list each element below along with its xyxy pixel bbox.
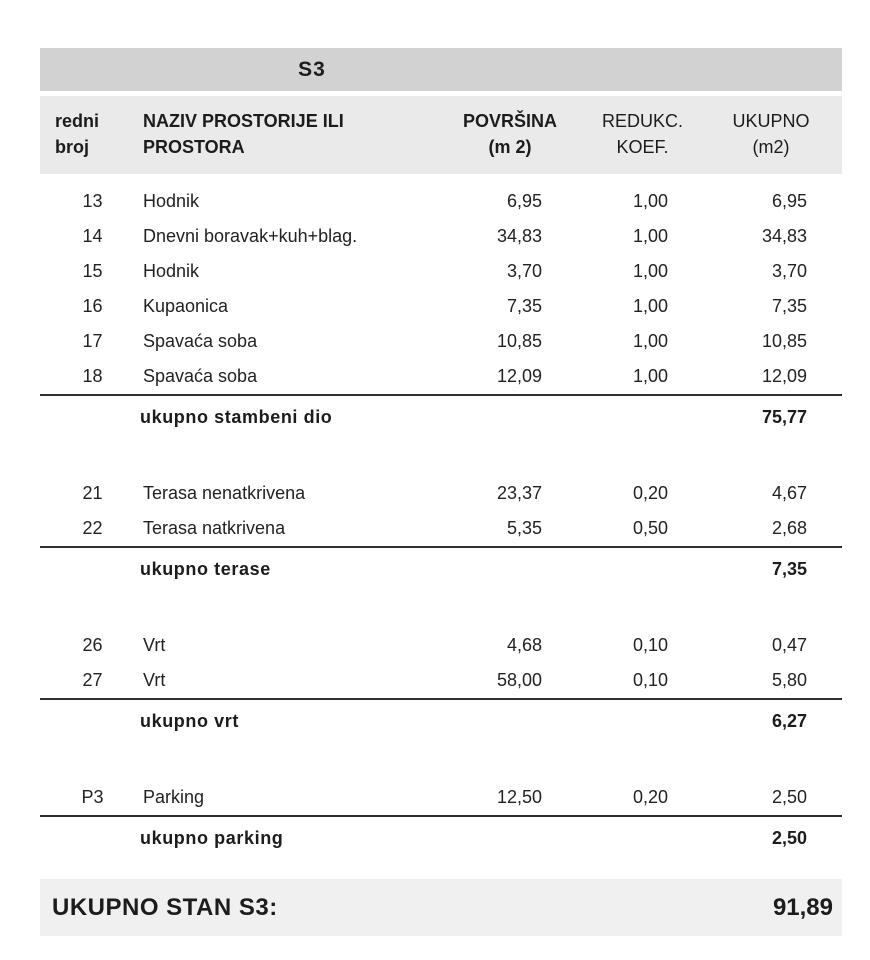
column-header-line: NAZIV PROSTORIJE ILI xyxy=(143,111,344,131)
room-name: Spavaća soba xyxy=(143,331,258,351)
table-row xyxy=(40,324,842,359)
total-value: 0,47 xyxy=(771,635,807,655)
column-header-line: redni xyxy=(55,111,100,131)
area-value: 5,35 xyxy=(506,518,542,538)
room-name: Terasa nenatkrivena xyxy=(143,483,306,503)
total-value: 3,70 xyxy=(771,261,807,281)
total-value: 10,85 xyxy=(761,331,807,351)
column-header-naziv xyxy=(135,108,435,160)
table-body xyxy=(40,184,842,859)
table-row xyxy=(40,289,842,324)
column-header-povrsina xyxy=(435,108,585,160)
column-header-line: broj xyxy=(55,137,89,157)
table-row xyxy=(40,359,842,394)
area-value: 3,70 xyxy=(506,261,542,281)
total-value: 12,09 xyxy=(761,366,807,386)
total-value: 2,50 xyxy=(771,787,807,807)
table-row xyxy=(40,780,842,815)
section-total-row xyxy=(40,815,842,859)
section-stambeni-dio xyxy=(40,184,842,438)
column-header-line: UKUPNO xyxy=(732,111,810,131)
room-name: Kupaonica xyxy=(143,296,229,316)
column-header-line: PROSTORA xyxy=(143,137,245,157)
room-name: Hodnik xyxy=(143,191,200,211)
area-value: 4,68 xyxy=(506,635,542,655)
section-total-value: 7,35 xyxy=(771,558,807,579)
row-id: 14 xyxy=(82,226,103,246)
column-header-redni-broj xyxy=(40,108,135,160)
table-row xyxy=(40,476,842,511)
coef-value: 0,20 xyxy=(632,787,668,807)
table-row xyxy=(40,511,842,546)
section-total-label: ukupno terase xyxy=(140,558,271,579)
total-value: 6,95 xyxy=(771,191,807,211)
section-total-value: 6,27 xyxy=(771,710,807,731)
sheet-title: S3 xyxy=(298,57,326,81)
table-row xyxy=(40,219,842,254)
section-total-label: ukupno vrt xyxy=(140,710,239,731)
section-parking xyxy=(40,780,842,859)
coef-value: 0,50 xyxy=(632,518,668,538)
section-terase xyxy=(40,476,842,590)
row-id: 15 xyxy=(82,261,103,281)
room-name: Spavaća soba xyxy=(143,366,258,386)
room-name: Hodnik xyxy=(143,261,200,281)
section-total-label: ukupno parking xyxy=(140,827,284,848)
coef-value: 1,00 xyxy=(632,366,668,386)
area-value: 12,50 xyxy=(496,787,542,807)
section-total-value: 2,50 xyxy=(771,827,807,848)
grand-total-value: 91,89 xyxy=(772,893,833,921)
column-header-ukupno xyxy=(700,108,842,160)
table-content xyxy=(40,48,842,936)
coef-value: 1,00 xyxy=(632,261,668,281)
coef-value: 1,00 xyxy=(632,296,668,316)
row-id: 22 xyxy=(82,518,103,538)
total-value: 4,67 xyxy=(771,483,807,503)
column-header-line: (m 2) xyxy=(488,137,532,157)
column-header-band xyxy=(40,96,842,174)
column-header-line: POVRŠINA xyxy=(462,111,558,131)
area-value: 58,00 xyxy=(496,670,542,690)
coef-value: 0,10 xyxy=(632,635,668,655)
total-value: 7,35 xyxy=(771,296,807,316)
room-name: Vrt xyxy=(143,670,166,690)
area-value: 10,85 xyxy=(496,331,542,351)
coef-value: 1,00 xyxy=(632,331,668,351)
section-total-row xyxy=(40,394,842,438)
table-row xyxy=(40,628,842,663)
area-value: 12,09 xyxy=(496,366,542,386)
row-id: 27 xyxy=(82,670,103,690)
row-id: 16 xyxy=(82,296,103,316)
area-value: 23,37 xyxy=(496,483,542,503)
grand-total-row xyxy=(40,879,842,936)
area-value: 7,35 xyxy=(506,296,542,316)
section-total-row xyxy=(40,546,842,590)
coef-value: 0,10 xyxy=(632,670,668,690)
grand-total-label: UKUPNO STAN S3: xyxy=(52,893,278,921)
coef-value: 1,00 xyxy=(632,226,668,246)
row-id: P3 xyxy=(81,787,104,807)
section-total-row xyxy=(40,698,842,742)
column-header-line: (m2) xyxy=(752,137,790,157)
total-value: 5,80 xyxy=(771,670,807,690)
coef-value: 0,20 xyxy=(632,483,668,503)
table-row xyxy=(40,254,842,289)
room-name: Dnevni boravak+kuh+blag. xyxy=(143,226,358,246)
room-name: Vrt xyxy=(143,635,166,655)
section-total-label: ukupno stambeni dio xyxy=(140,406,333,427)
row-id: 21 xyxy=(82,483,103,503)
table-row xyxy=(40,184,842,219)
section-vrt xyxy=(40,628,842,742)
room-name: Terasa natkrivena xyxy=(143,518,286,538)
section-total-value: 75,77 xyxy=(761,406,807,427)
table-row xyxy=(40,663,842,698)
area-value: 6,95 xyxy=(506,191,542,211)
column-header-line: REDUKC. xyxy=(601,111,683,131)
column-header-line: KOEF. xyxy=(616,137,669,157)
column-header-redukc-koef xyxy=(585,108,700,160)
area-value: 34,83 xyxy=(496,226,542,246)
row-id: 26 xyxy=(82,635,103,655)
coef-value: 1,00 xyxy=(632,191,668,211)
total-value: 2,68 xyxy=(771,518,807,538)
row-id: 18 xyxy=(82,366,103,386)
row-id: 13 xyxy=(82,191,103,211)
sheet-title-band xyxy=(40,48,842,91)
total-value: 34,83 xyxy=(761,226,807,246)
row-id: 17 xyxy=(82,331,103,351)
room-name: Parking xyxy=(143,787,205,807)
